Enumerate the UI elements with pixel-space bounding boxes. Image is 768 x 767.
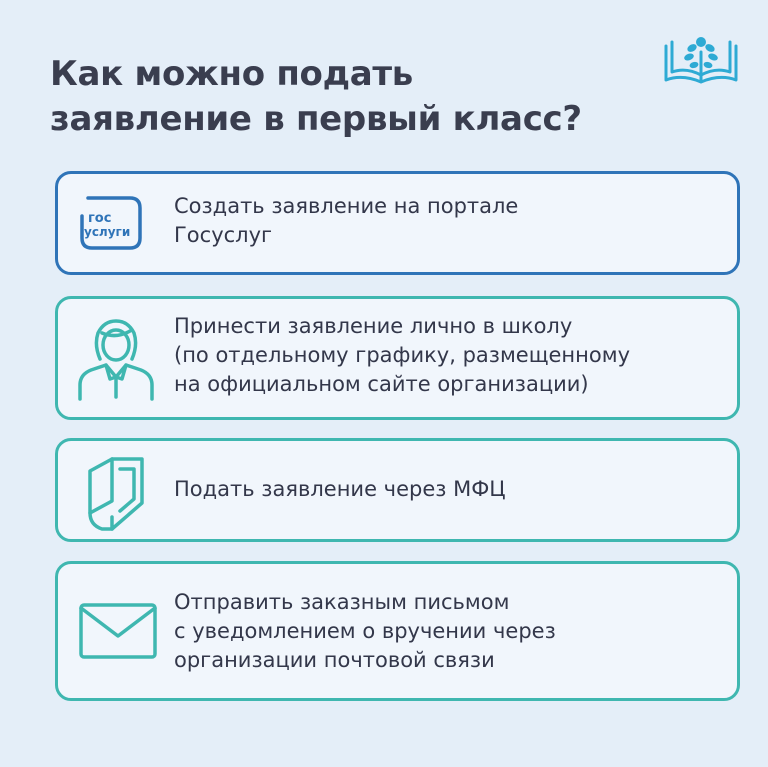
option-text [174,588,723,675]
option-line: Отправить заказным письмом [174,590,510,614]
person-icon [76,317,156,401]
envelope-icon [78,602,158,660]
mfc-logo-icon [82,451,150,535]
gosuslugi-logo-text-1: гос [88,211,112,226]
option-line: Госуслуг [174,223,273,247]
title-line-1: Как можно подать [50,54,413,94]
option-line: Принести заявление лично в школу [174,314,573,338]
option-card-school [55,296,740,420]
page-title [50,52,670,142]
book-tree-logo-icon [662,30,740,88]
option-line: организации почтовой связи [174,648,495,672]
option-line: Подать заявление через МФЦ [174,477,506,501]
option-card-gosuslugi [55,171,740,275]
gosuslugi-logo-text-2: услуги [84,225,131,239]
option-line: на официальном сайте организации) [174,372,589,396]
option-text [174,475,723,504]
option-line: (по отдельному графику, размещенному [174,343,630,367]
option-line: Создать заявление на портале [174,194,519,218]
option-line: с уведомлением о вручении через [174,619,556,643]
option-text [174,192,723,250]
option-text [174,312,723,399]
gosuslugi-logo-icon [78,194,144,252]
option-card-mfc [55,438,740,542]
option-card-mail [55,561,740,701]
title-line-2: заявление в первый класс? [50,99,582,139]
